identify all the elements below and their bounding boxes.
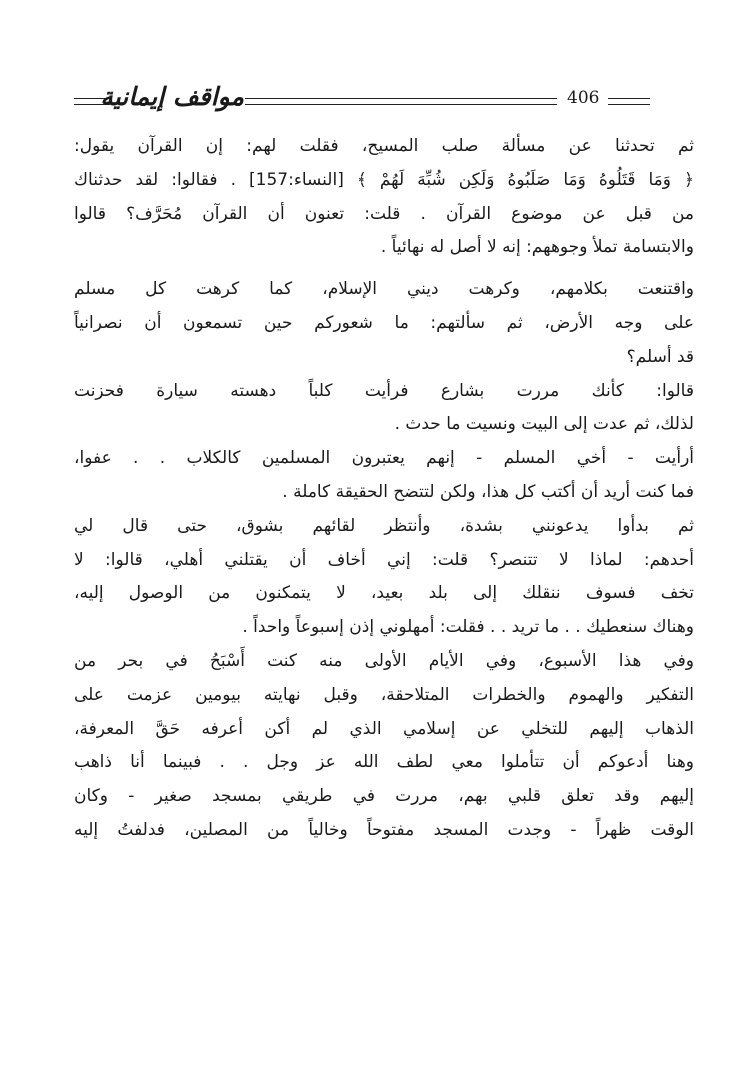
running-title: مواقف إيمانية bbox=[100, 82, 244, 111]
text-line: قالوا: كأنك مررت بشارع فرأيت كلباً دهسته سيارة فحزنت bbox=[74, 380, 694, 401]
text-line: أحدهم: لماذا لا تتنصر؟ قلت: إني أخاف أن يقتلني أهلي، قالوا: لا bbox=[74, 549, 694, 570]
text-line: واقتنعت بكلامهم، وكرهت ديني الإسلام، كما كرهت كل مسلم bbox=[74, 279, 694, 300]
text-line: من قبل عن موضوع القرآن . قلت: تعنون أن القرآن مُحَرَّف؟ قالوا bbox=[74, 203, 694, 224]
text-line: ثم تحدثنا عن مسألة صلب المسيح، فقلت لهم: إن القرآن يقول: bbox=[74, 136, 694, 156]
text-line: فما كنت أريد أن أكتب كل هذا، ولكن لتتضح الحقيقة كاملة . bbox=[282, 481, 694, 502]
text-line: ﴿ وَمَا قَتَلُوهُ وَمَا صَلَبُوهُ وَلَكِن شُبِّهَ لَهُمْ ﴾ [النساء:157] . فقالوا: لقد حدثناك bbox=[74, 169, 694, 190]
body-text bbox=[74, 130, 694, 848]
text-line: الوقت ظهراً - وجدت المسجد مفتوحاً وخالياً من المصلين، فدلفتُ إليه bbox=[74, 819, 694, 840]
text-line: قد أسلم؟ bbox=[626, 346, 694, 367]
text-line: تخف فسوف ننقلك إلى بلد بعيد، لا يتمكنون من الوصول إليه، bbox=[74, 583, 694, 604]
text-line: ثم بدأوا يدعونني بشدة، وأنتظر لقائهم بشوق، حتى قال لي bbox=[74, 515, 694, 536]
text-line: وهنا أدعوكم أن تتأملوا معي لطف الله عز وجل . . فبينما أنا ذاهب bbox=[74, 752, 694, 773]
header-rule-middle bbox=[245, 98, 557, 105]
text-line: الذهاب إليهم للتخلي عن إسلامي الذي لم أكن أعرفه حَقَّ المعرفة، bbox=[74, 718, 694, 739]
text-line: التفكير والهموم والخطرات المتلاحقة، وقبل نهايته بيومين عزمت على bbox=[74, 684, 694, 705]
header-rule-right bbox=[608, 98, 650, 105]
text-line: على وجه الأرض، ثم سألتهم: ما شعوركم حين تسمعون أن نصرانياً bbox=[74, 312, 694, 333]
text-line: لذلك، ثم عدت إلى البيت ونسيت ما حدث . bbox=[394, 414, 694, 435]
book-page bbox=[60, 70, 695, 970]
text-line: إليهم وقد تعلق قلبي بهم، مررت في طريقي بمسجد صغير - وكان bbox=[74, 786, 694, 807]
page-number: 406 bbox=[567, 88, 600, 108]
page-header bbox=[60, 82, 695, 122]
text-line: أرأيت - أخي المسلم - إنهم يعتبرون المسلمين كالكلاب . . عفوا، bbox=[74, 448, 694, 469]
text-line: وهناك سنعطيك . . ما تريد . . فقلت: أمهلوني إذن إسبوعاً واحداً . bbox=[242, 617, 694, 638]
text-line: والابتسامة تملأ وجوههم: إنه لا أصل له نهائياً . bbox=[380, 237, 694, 258]
text-line: وفي هذا الأسبوع، وفي الأيام الأولى منه كنت أَسْبَحُ في بحر من bbox=[74, 650, 694, 671]
